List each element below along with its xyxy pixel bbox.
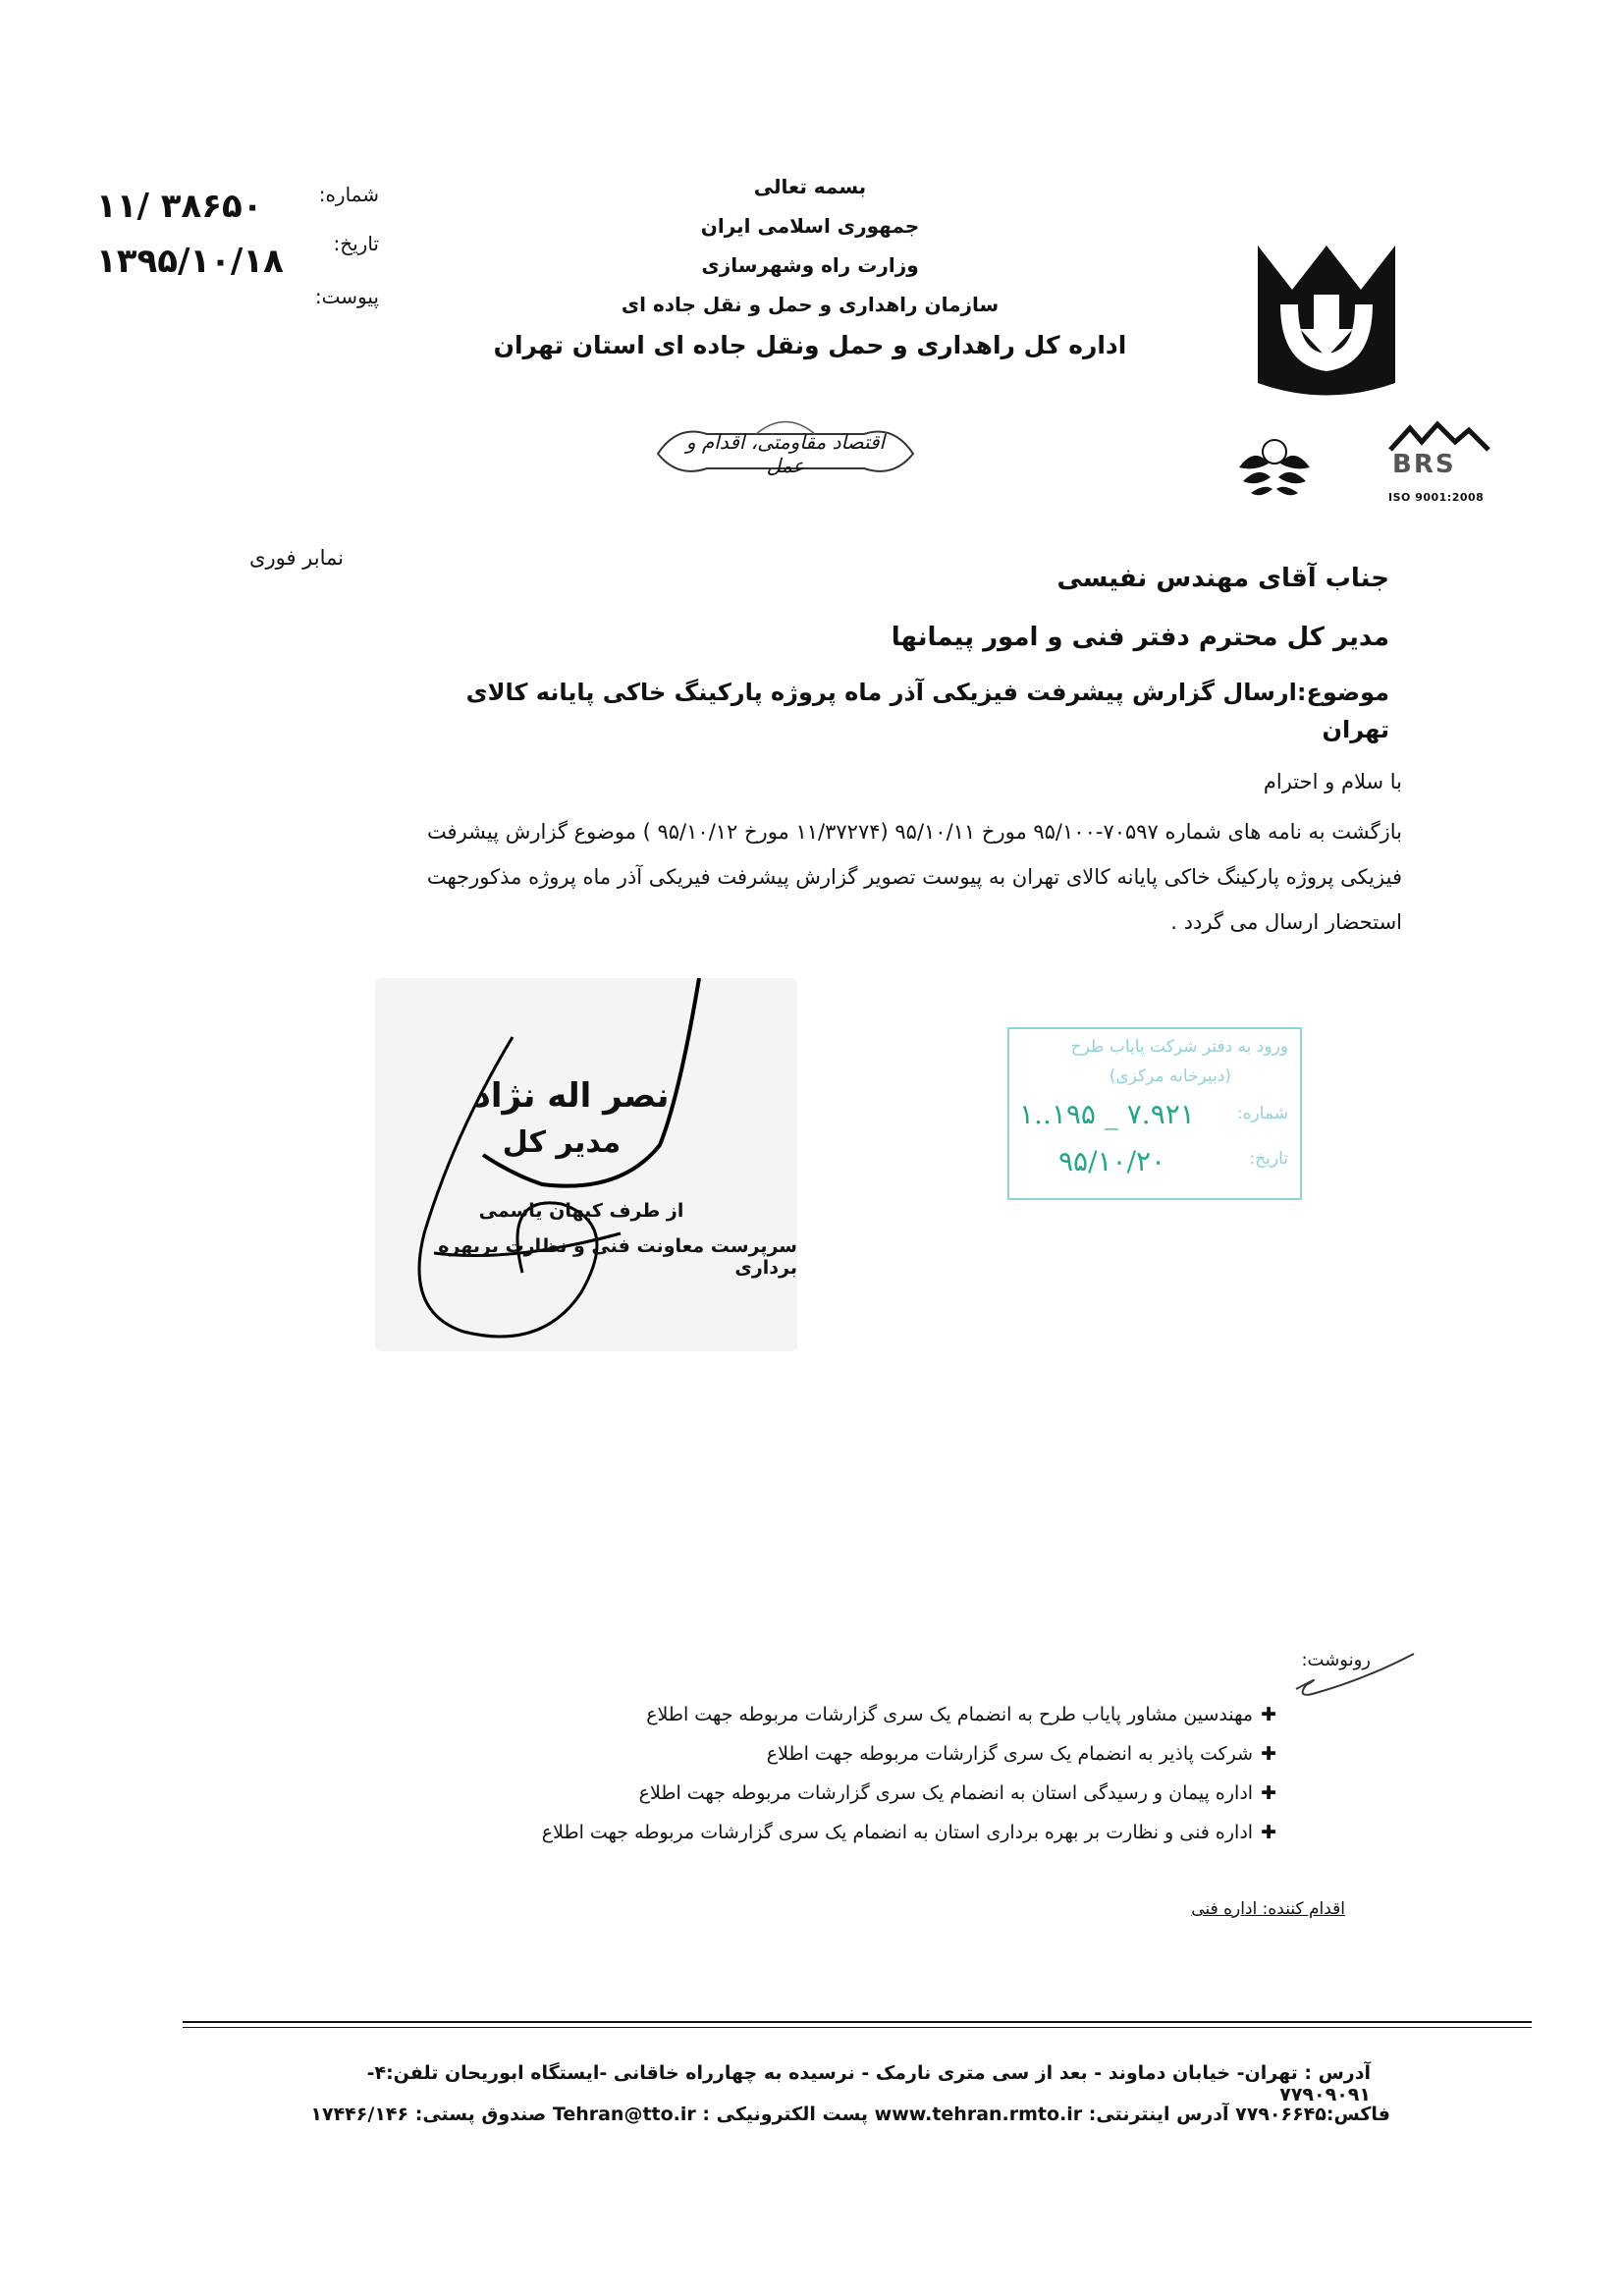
cc-item-2: ✚شرکت پاذیر به انضمام یک سری گزارشات مربوطه جهت اطلاع [766, 1743, 1276, 1765]
cc-label: رونوشت: [1301, 1650, 1371, 1670]
fax-note: نمابر فوری [249, 546, 344, 570]
footer-rule-top [183, 2021, 1532, 2023]
bullet-icon: ✚ [1261, 1743, 1276, 1765]
cc-item-3: ✚اداره پیمان و رسیدگی استان به انضمام یک سری گزارشات مربوطه جهت اطلاع [638, 1782, 1276, 1804]
recipient-name: جناب آقای مهندس نفیسی [1056, 564, 1389, 593]
organization-name: سازمان راهداری و حمل و نقل جاده ای [621, 293, 1000, 316]
department-name: اداره کل راهداری و حمل ونقل جاده ای استان تهران [493, 331, 1127, 359]
rmto-logo-icon [1253, 236, 1400, 403]
on-behalf-of: از طرف کیهان یاسمی [478, 1200, 684, 1222]
rmto-logo [1253, 236, 1400, 403]
stamp-number-value: ۱..۱۹۵ _ ۷.۹۲۱ [1019, 1098, 1195, 1130]
letter-number: ۱۱/ ۳۸۶۵۰ [96, 187, 263, 226]
cc-initial-signature-icon [1276, 1650, 1424, 1709]
handwritten-signature-icon [365, 978, 807, 1371]
motto-text: اقتصاد مقاومتی، اقدام و عمل [685, 430, 886, 477]
bullet-icon: ✚ [1261, 1822, 1276, 1843]
body-line-3: استحضار ارسال می گردد . [1170, 910, 1402, 934]
stamp-line-2: (دبیرخانه مرکزی) [1109, 1066, 1231, 1086]
body-line-1: بازگشت به نامه های شماره ۷۰۵۹۷-۹۵/۱۰۰ مورخ ۹۵/۱۰/۱۱ (۱۱/۳۷۲۷۴ مورخ ۹۵/۱۰/۱۲ ) موضوع گزارش پیشرفت [426, 820, 1402, 844]
cc-item-4: ✚اداره فنی و نظارت بر بهره برداری استان به انضمام یک سری گزارشات مربوطه جهت اطلاع [541, 1822, 1276, 1843]
footer-contact: فاکس:۷۷۹۰۶۶۴۵ آدرس اینترنتی: www.tehran.rmto.ir پست الکترونیکی : Tehran@tto.ir صندوق پستی: ۱۷۴۴۶/۱۴۶ [310, 2104, 1390, 2125]
brs-logo [1386, 420, 1492, 509]
stamp-number-label: شماره: [1236, 1104, 1288, 1123]
ministry-name: وزارت راه وشهرسازی [701, 253, 919, 277]
basmala: بسمه تعالی [753, 175, 867, 198]
signer-title: مدیر کل [502, 1125, 622, 1160]
motto-emblem [638, 395, 933, 483]
greeting: با سلام و احترام [1263, 770, 1402, 793]
body-line-2: فیزیکی پروژه پارکینگ خاکی پایانه کالای تهران به پیوست تصویر گزارش پیشرفت فیریکی آذر ماه پروژه مذکورجهت [426, 865, 1402, 889]
wings-emblem [1235, 428, 1314, 503]
letter-date: ۱۳۹۵/۱۰/۱۸ [96, 242, 284, 281]
country-name: جمهوری اسلامی ایران [700, 214, 920, 238]
letterhead [491, 167, 1129, 367]
attachment-label: پیوست: [314, 285, 379, 308]
date-label: تاریخ: [333, 232, 379, 255]
subject: موضوع:ارسال گزارش پیشرفت فیزیکی آذر ماه پروژه پارکینگ خاکی پایانه کالای تهران [465, 679, 1389, 743]
stamp-line-1: ورود به دفتر شرکت پایاب طرح [1070, 1037, 1288, 1057]
bullet-icon: ✚ [1261, 1782, 1276, 1804]
recipient-title: مدیر کل محترم دفتر فنی و امور پیمانها [891, 623, 1389, 652]
bullet-icon: ✚ [1261, 1704, 1276, 1725]
footer-address: آدرس : تهران- خیابان دماوند - بعد از سی متری نارمک - نرسیده به چهارراه خاقانی -ایستگاه ابوریحان تلفن:۴- ۷۷۹۰۹۰۹۱ [366, 2062, 1371, 2105]
action-by: اقدام کننده: اداره فنی [1191, 1899, 1345, 1919]
cc-item-1: ✚مهندسین مشاور پایاب طرح به انضمام یک سری گزارشات مربوطه جهت اطلاع [646, 1704, 1276, 1725]
signer-role: سرپرست معاونت فنی و نظارت بربهره برداری [438, 1235, 797, 1279]
number-label: شماره: [318, 183, 379, 206]
iso-cert-text: ISO 9001:2008 [1388, 491, 1485, 504]
stamp-date-label: تاریخ: [1249, 1149, 1288, 1169]
wings-emblem-icon [1235, 428, 1314, 503]
stamp-date-value: ۹۵/۱۰/۲۰ [1058, 1145, 1166, 1177]
brs-text: BRS [1392, 450, 1456, 479]
footer-rule-bottom [183, 2027, 1532, 2028]
signer-name: نصر اله نژاد [473, 1076, 670, 1116]
signature-area [365, 978, 807, 1371]
reception-stamp [1007, 1027, 1302, 1200]
